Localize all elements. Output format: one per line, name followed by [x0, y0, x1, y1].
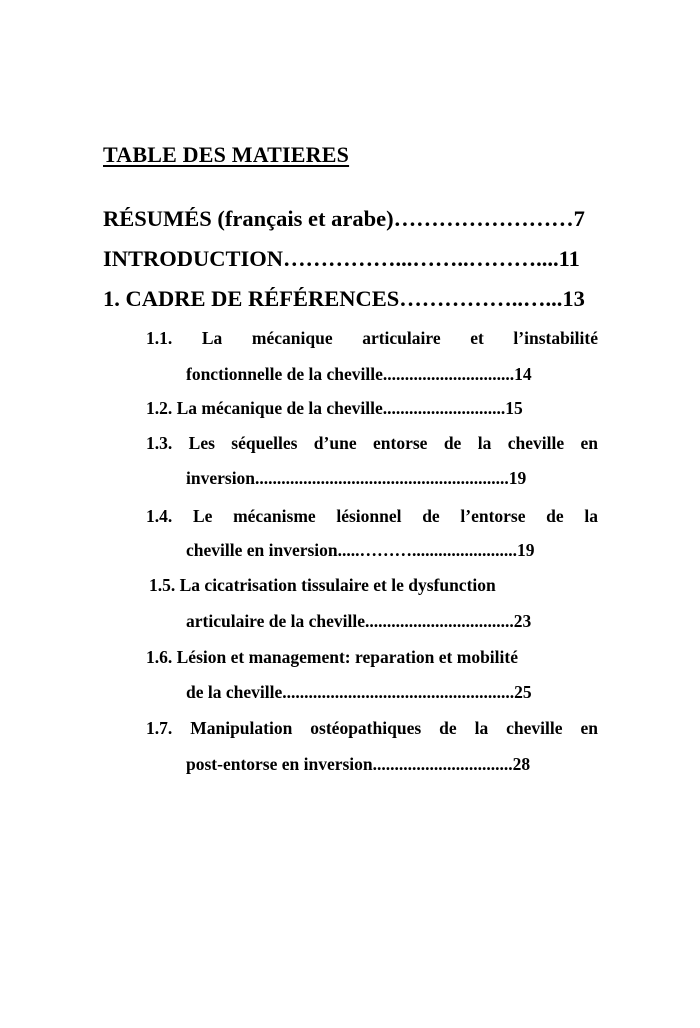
toc-subentry-1-3-line2: inversion..........................................................19	[186, 468, 527, 488]
toc-subentry-1-1-line2: fonctionnelle de la cheville..............................14	[186, 364, 532, 384]
toc-entry-introduction: INTRODUCTION……………...……..………....11	[103, 246, 580, 271]
toc-subentry-1-1-line1: 1.1. La mécanique articulaire et l’instabilité	[146, 328, 598, 348]
toc-subentry-1-7-line2: post-entorse en inversion................................28	[186, 754, 531, 774]
toc-subentry-1-6-line2: de la cheville.....................................................25	[186, 682, 532, 702]
toc-subentry-1-6-line1: 1.6. Lésion et management: reparation et mobilité	[146, 647, 518, 667]
toc-subentry-1-3-line1: 1.3. Les séquelles d’une entorse de la cheville en	[146, 433, 598, 453]
toc-subentry-1-5-line2: articulaire de la cheville..................................23	[186, 611, 532, 631]
toc-entry-cadre-de-references: 1. CADRE DE RÉFÉRENCES……………..…...13	[103, 286, 585, 311]
toc-subentry-1-4-line1: 1.4. Le mécanisme lésionnel de l’entorse de la	[146, 506, 598, 526]
toc-subentry-1-7-line1: 1.7. Manipulation ostéopathiques de la cheville en	[146, 718, 598, 738]
toc-entry-resumes: RÉSUMÉS (français et arabe)……………………7	[103, 206, 585, 231]
page-title: TABLE DES MATIERES	[103, 142, 350, 167]
toc-subentry-1-4-line2: cheville en inversion.....………........................19	[186, 540, 535, 560]
toc-subentry-1-5-line1: 1.5. La cicatrisation tissulaire et le dysfunction	[149, 575, 496, 595]
toc-subentry-1-2: 1.2. La mécanique de la cheville............................15	[146, 398, 523, 418]
